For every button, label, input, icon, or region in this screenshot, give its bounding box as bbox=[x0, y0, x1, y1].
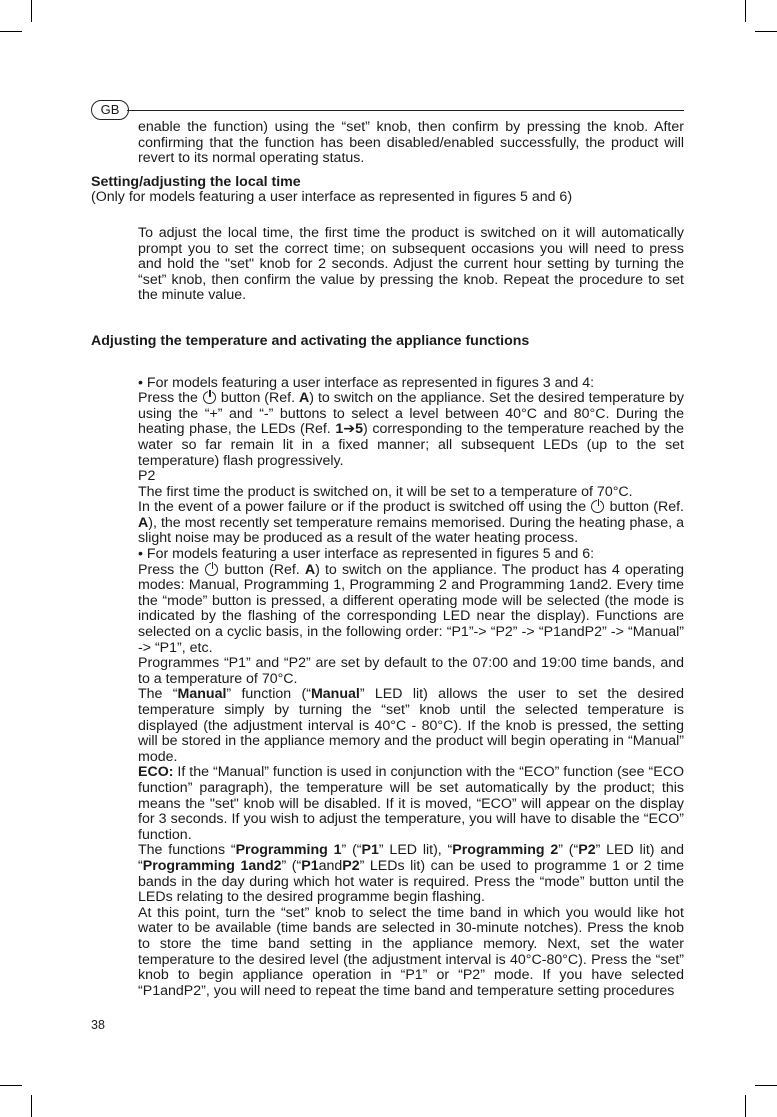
crop-mark bbox=[745, 0, 746, 22]
bullet-figures-5-6: • For models featuring a user interface as represented in figures 5 and 6: bbox=[138, 546, 595, 563]
section-heading-time: Setting/adjusting the local time bbox=[91, 173, 301, 190]
term-p1: P1 bbox=[301, 857, 319, 874]
text-run: Press the bbox=[138, 390, 198, 407]
text-run: button (Ref. bbox=[224, 561, 300, 578]
text-run: If the “Manual” function is used in conjunction with the “ECO” function (see “ECO function” paragraph), the temperature will be set automatically by the product; this means the "set" knob will be disabled. If it is moved, “ECO” will appear on the display for 3 seconds. If you wish to adjust the temperature, you will have to disable the “ECO” function. bbox=[138, 764, 684, 843]
paragraph-programmes-default: Programmes “P1” and “P2” are set by default to the 07:00 and 19:00 time bands, and to a temperature of 70°C. bbox=[138, 655, 684, 687]
text-run: The functions “ bbox=[138, 842, 236, 859]
term-p1: P1 bbox=[361, 842, 379, 859]
term-programming-2: Programming 2 bbox=[452, 842, 559, 859]
paragraph-programming bbox=[138, 843, 684, 905]
term-manual: Manual bbox=[310, 686, 360, 703]
crop-mark bbox=[31, 0, 32, 22]
ref-label: A bbox=[304, 561, 316, 578]
term-eco: ECO: bbox=[138, 764, 174, 781]
text-run: Press the bbox=[138, 561, 200, 578]
text-run: ) corresponding to the temperature reached by the water so far remain lit in a fixed manner; all subsequent LEDs (up to the set temperature) flash progressively. bbox=[138, 421, 684, 469]
section-heading-temperature: Adjusting the temperature and activating the appliance functions bbox=[91, 332, 530, 349]
text-run: button (Ref. bbox=[609, 499, 684, 516]
crop-mark bbox=[745, 1095, 746, 1117]
ref-label: A bbox=[138, 514, 149, 531]
text-run: ” LED lit) and “ bbox=[138, 842, 684, 874]
paragraph-temp-drop: P2 bbox=[138, 468, 156, 485]
bullet-figures-3-4: • For models featuring a user interface as represented in figures 3 and 4: bbox=[138, 374, 595, 391]
ref-label: 1➔5 bbox=[335, 421, 364, 438]
text-run: and bbox=[318, 857, 343, 874]
time-paragraph: To adjust the local time, the first time the product is switched on it will automatically prompt you to set the correct time; on subsequent occasions you will need to press and hold the "set" knob for 2 seconds. Adjust the current hour setting by turning the “set” knob, then confirm the value by pressing the knob. Repeat the procedure to set the minute value. bbox=[138, 224, 684, 304]
power-icon bbox=[205, 563, 218, 576]
header-rule bbox=[127, 110, 684, 111]
crop-mark bbox=[31, 1095, 32, 1117]
text-run: ” LED lit) allows the user to set the desired temperature simply by turning the “set” knob until the selected temperature is displayed (the adjustment interval is 40°C - 80°C). If the knob is pressed, the setting will be stored in the appliance memory and the product will begin operating in “Manual” mode. bbox=[138, 686, 685, 765]
crop-mark bbox=[755, 1085, 777, 1086]
term-p2: P2 bbox=[342, 857, 360, 874]
text-run: The “ bbox=[138, 686, 178, 703]
text-run: ) to switch on the appliance. The product has 4 operating modes: Manual, Programming 1, Programming 2 and Programming 1and2. Every time the “mode” button is pressed, a different operating mode will be selected (the mode is indicated by the flashing of the corresponding LED near the display). Functions are selected on a cyclic basis, in the following order: “P1”-> “P2” -> “P1andP2” -> “Manual” -> “P1”, etc. bbox=[138, 561, 685, 656]
text-run: ) to switch on the appliance. Set the desired temperature by using the “+” and “-” buttons to select a level between 40°C and 80°C. During the heating phase, the LEDs (Ref. bbox=[138, 390, 685, 438]
power-icon bbox=[591, 500, 604, 513]
term-p2: P2 bbox=[578, 842, 596, 859]
text-run: ” (“ bbox=[558, 842, 579, 859]
section-note-time: (Only for models featuring a user interface as represented in figures 5 and 6) bbox=[91, 189, 573, 206]
text-run: In the event of a power failure or if the product is switched off using the bbox=[138, 499, 587, 516]
term-manual: Manual bbox=[177, 686, 227, 703]
text-run: ” LED lit), “ bbox=[378, 842, 453, 859]
text-run: ), the most recently set temperature remains memorised. During the heating phase, a slight noise may be produced as a result of the water heating process. bbox=[138, 514, 684, 547]
temperature-body bbox=[91, 376, 684, 1000]
paragraph-power-failure bbox=[138, 500, 684, 547]
paragraph-switch-on-1 bbox=[138, 391, 684, 469]
text-run: ” (“ bbox=[281, 857, 302, 874]
crop-mark bbox=[0, 1085, 22, 1086]
paragraph-eco bbox=[138, 765, 684, 843]
paragraph-manual bbox=[138, 687, 684, 765]
text-run: ” LEDs lit) can be used to programme 1 or 2 time bands in the day during which hot water is required. Press the “mode” button until the LEDs relating to the desired programme begin flashing. bbox=[138, 857, 684, 906]
intro-paragraph: enable the function) using the “set” knob, then confirm by pressing the knob. After confirming that the function has been disabled/enabled successfully, the product will revert to its normal operating status. bbox=[138, 119, 684, 167]
term-programming-1and2: Programming 1and2 bbox=[142, 857, 282, 874]
term-programming-1: Programming 1 bbox=[235, 842, 342, 859]
page-number: 38 bbox=[91, 1018, 105, 1032]
paragraph-time-band: At this point, turn the “set” knob to select the time band in which you would like hot water to be available (time bands are selected in 30-minute notches). Press the knob to store the time band setting in the appliance memory. Next, set the water temperature to the desired level (the adjustment interval is 40°C-80°C). Press the “set” knob to begin appliance operation in “P1” or “P2” mode. If you have selected “P1andP2”, you will need to repeat the time band and temperature setting procedures bbox=[138, 904, 684, 999]
crop-mark bbox=[755, 31, 777, 32]
crop-mark bbox=[0, 31, 22, 32]
paragraph-switch-on-2 bbox=[138, 563, 684, 657]
language-badge: GB bbox=[91, 100, 129, 120]
page-header bbox=[91, 100, 684, 120]
ref-label: A bbox=[299, 390, 310, 407]
paragraph-default-temp: The first time the product is switched on, it will be set to a temperature of 70°C. bbox=[138, 483, 633, 500]
page-content bbox=[91, 120, 684, 999]
text-run: button (Ref. bbox=[220, 390, 296, 407]
text-run: ” (“ bbox=[341, 842, 362, 859]
text-run: ” function (“ bbox=[226, 686, 311, 703]
power-icon bbox=[203, 391, 216, 404]
